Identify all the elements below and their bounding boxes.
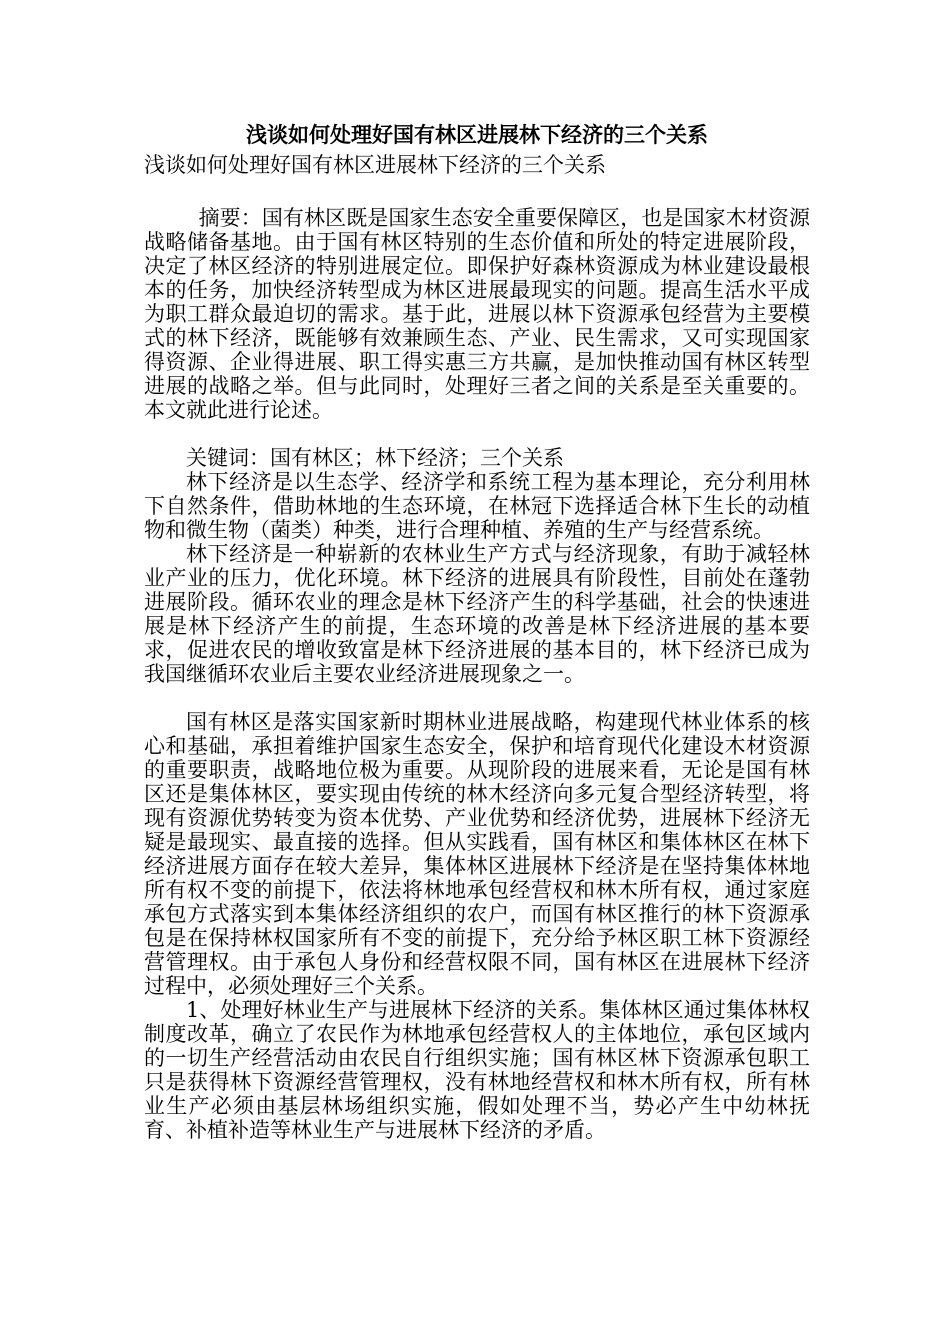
spacer [144,422,810,446]
abstract-paragraph: 摘要：国有林区既是国家生态安全重要保障区，也是国家木材资源战略储备基地。由于国有林区特别的生态价值和所处的特定进展阶段，决定了林区经济的特别进展定位。即保护好森林资源成为林业建设最根本的任务，加快经济转型成为林区进展最现实的问题。提高生活水平成为职工群众最迫切的需求。基于此，进展以林下资源承包经营为主要模式的林下经济，既能够有效兼顾生态、产业、民生需求，又可实现国家得资源、企业得进展、职工得实惠三方共赢，是加快推动国有林区转型进展的战略之举。但与此同时，处理好三者之间的关系是至关重要的。本文就此进行论述。 [144,206,810,422]
body-paragraph: 林下经济是一种崭新的农林业生产方式与经济现象，有助于减轻林业产业的压力，优化环境。林下经济的进展具有阶段性，目前处在蓬勃进展阶段。循环农业的理念是林下经济产生的科学基础，社会的快速进展是林下经济产生的前提，生态环境的改善是林下经济进展的基本要求，促进农民的增收致富是林下经济进展的基本目的，林下经济已成为我国继循环农业后主要农业经济进展现象之一。 [144,542,810,686]
document-subtitle: 浅谈如何处理好国有林区进展林下经济的三个关系 [144,153,606,177]
spacer [144,686,810,710]
body-paragraph: 1、处理好林业生产与进展林下经济的关系。集体林区通过集体林权制度改革，确立了农民作为林地承包经营权人的主体地位，承包区域内的一切生产经营活动由农民自行组织实施；国有林区林下资源承包职工只是获得林下资源经营管理权，没有林地经营权和林木所有权，所有林业生产必须由基层林场组织实施，假如处理不当，势必产生中幼林抚育、补植补造等林业生产与进展林下经济的矛盾。 [144,998,810,1142]
body-paragraph: 林下经济是以生态学、经济学和系统工程为基本理论，充分利用林下自然条件，借助林地的生态环境，在林冠下选择适合林下生长的动植物和微生物（菌类）种类，进行合理种植、养殖的生产与经营系统。 [144,470,810,542]
keywords-line: 关键词：国有林区；林下经济；三个关系 [186,446,564,470]
body-paragraph: 国有林区是落实国家新时期林业进展战略，构建现代林业体系的核心和基础，承担着维护国家生态安全，保护和培育现代化建设木材资源的重要职责，战略地位极为重要。从现阶段的进展来看，无论是国有林区还是集体林区，要实现由传统的林木经济向多元复合型经济转型，将现有资源优势转变为资本优势、产业优势和经济优势，进展林下经济无疑是最现实、最直接的选择。但从实践看，国有林区和集体林区在林下经济进展方面存在较大差异，集体林区进展林下经济是在坚持集体林地所有权不变的前提下，依法将林地承包经营权和林木所有权，通过家庭承包方式落实到本集体经济组织的农户，而国有林区推行的林下资源承包是在保持林权国家所有不变的前提下，充分给予林区职工林下资源经营管理权。由于承包人身份和经营权限不同，国有林区在进展林下经济过程中，必须处理好三个关系。 [144,710,810,998]
document-page [144,120,810,1142]
document-title: 浅谈如何处理好国有林区进展林下经济的三个关系 [246,123,708,147]
